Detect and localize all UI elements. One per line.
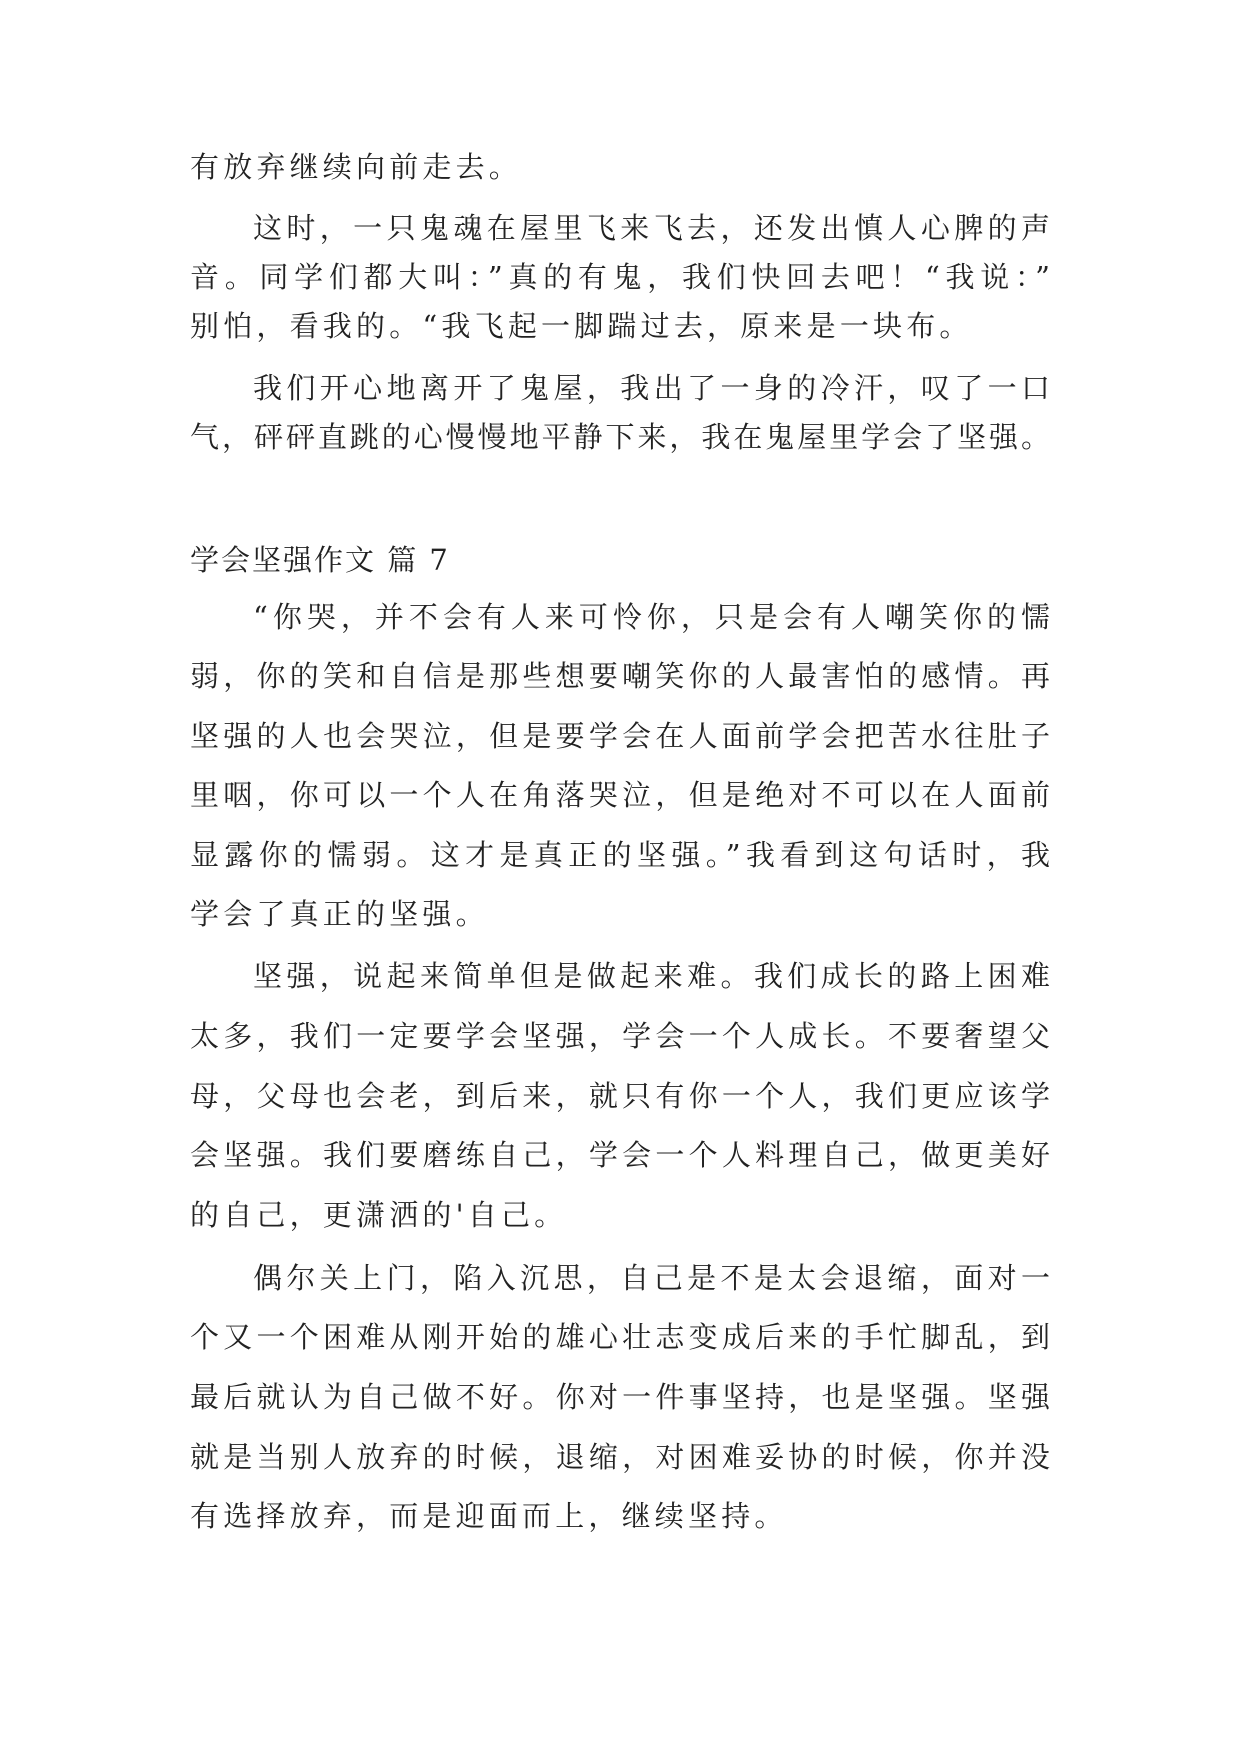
paragraph-line: 最后就认为自己做不好。你对一件事坚持，也是坚强。坚强: [190, 1380, 1050, 1414]
paragraph-line: 偶尔关上门，陷入沉思，自己是不是太会退缩，面对一: [253, 1261, 1050, 1295]
paragraph-line: 的自己，更潇洒的'自己。: [190, 1198, 568, 1232]
paragraph-line: 会坚强。我们要磨练自己，学会一个人料理自己，做更美好: [190, 1138, 1050, 1172]
paragraph-line: 个又一个困难从刚开始的雄心壮志变成后来的手忙脚乱，到: [190, 1320, 1050, 1354]
paragraph-line: 学会了真正的坚强。: [190, 897, 489, 931]
paragraph-line: 太多，我们一定要学会坚强，学会一个人成长。不要奢望父: [190, 1019, 1050, 1053]
paragraph-line: 里咽，你可以一个人在角落哭泣，但是绝对不可以在人面前: [190, 778, 1050, 812]
paragraph-line: 坚强的人也会哭泣，但是要学会在人面前学会把苦水往肚子: [190, 719, 1050, 753]
paragraph-line: “你哭，并不会有人来可怜你，只是会有人嘲笑你的懦: [253, 600, 1050, 634]
paragraph-line: 有选择放弃，而是迎面而上，继续坚持。: [190, 1499, 788, 1533]
paragraph-line: 有放弃继续向前走去。: [190, 150, 523, 184]
paragraph-line: 坚强，说起来简单但是做起来难。我们成长的路上困难: [253, 959, 1050, 993]
section-title: 学会坚强作文 篇 7: [190, 543, 450, 577]
paragraph-line: 别怕，看我的。“我飞起一脚踹过去，原来是一块布。: [190, 309, 973, 343]
paragraph-line: 这时，一只鬼魂在屋里飞来飞去，还发出慎人心脾的声: [253, 211, 1050, 245]
paragraph-line: 就是当别人放弃的时候，退缩，对困难妥协的时候，你并没: [190, 1440, 1050, 1474]
paragraph-line: 弱，你的笑和自信是那些想要嘲笑你的人最害怕的感情。再: [190, 659, 1050, 693]
paragraph-line: 气，砰砰直跳的心慢慢地平静下来，我在鬼屋里学会了坚强。: [190, 420, 1050, 454]
paragraph-line: 音。同学们都大叫：”真的有鬼，我们快回去吧！“我说：”: [190, 260, 1050, 294]
paragraph-line: 我们开心地离开了鬼屋，我出了一身的冷汗，叹了一口: [253, 371, 1050, 405]
paragraph-line: 显露你的懦弱。这才是真正的坚强。”我看到这句话时，我: [190, 838, 1050, 872]
paragraph-line: 母，父母也会老，到后来，就只有你一个人，我们更应该学: [190, 1079, 1050, 1113]
